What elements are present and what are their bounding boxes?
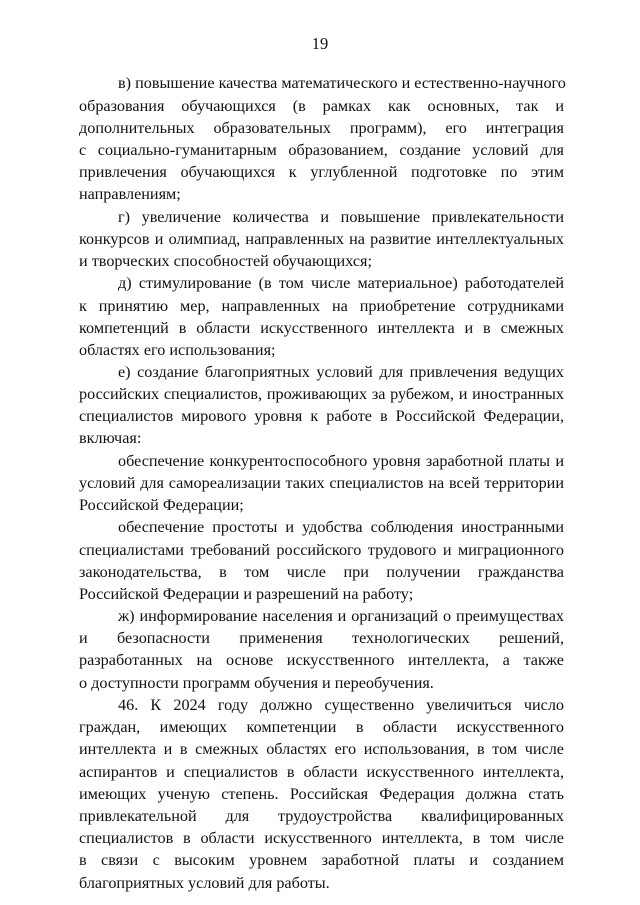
text-line: 46. К 2024 году должно существенно увеличиться число bbox=[118, 696, 564, 714]
text-line: благоприятных условий для работы. bbox=[79, 874, 330, 892]
text-line: Российской Федерации; bbox=[79, 496, 244, 514]
page-number: 19 bbox=[311, 34, 329, 53]
text-line: интеллекта и в смежных областях его использования, в том числе bbox=[79, 740, 564, 758]
text-line: аспирантов и специалистов в области искусственного интеллекта, bbox=[79, 763, 564, 781]
text-line: д) стимулирование (в том числе материальное) работодателей bbox=[118, 274, 564, 292]
text-line: российских специалистов, проживающих за рубежом, и иностранных bbox=[79, 385, 564, 403]
text-line: имеющих ученую степень. Российская Федерация должна стать bbox=[79, 785, 564, 803]
text-line: направлениям; bbox=[79, 185, 181, 203]
text-line: конкурсов и олимпиад, направленных на развитие интеллектуальных bbox=[79, 230, 564, 248]
text-line: е) создание благоприятных условий для привлечения ведущих bbox=[118, 363, 564, 381]
text-line: включая: bbox=[79, 429, 142, 447]
text-line: г) увеличение количества и повышение привлекательности bbox=[118, 208, 564, 226]
text-line: привлекательной для трудоустройства квалифицированных bbox=[79, 807, 564, 825]
text-line: о доступности программ обучения и переобучения. bbox=[79, 674, 434, 692]
text-line: образования обучающихся (в рамках как основных, так и bbox=[79, 97, 564, 115]
text-line: законодательства, в том числе при получении гражданства bbox=[79, 563, 564, 581]
text-line: в связи с высоким уровнем заработной платы и созданием bbox=[79, 851, 564, 869]
text-line: ж) информирование населения и организаций о преимуществах bbox=[118, 607, 564, 625]
text-line: и творческих способностей обучающихся; bbox=[79, 252, 372, 270]
text-line: в) повышение качества математического и естественно-научного bbox=[118, 74, 566, 92]
text-line: привлечения обучающихся к углубленной подготовке по этим bbox=[79, 163, 564, 181]
text-line: специалистов в области искусственного интеллекта, в том числе bbox=[79, 829, 564, 847]
text-line: обеспечение простоты и удобства соблюдения иностранными bbox=[118, 518, 564, 536]
text-line: обеспечение конкурентоспособного уровня заработной платы и bbox=[118, 452, 564, 470]
text-line: специалистов мирового уровня к работе в Российской Федерации, bbox=[79, 407, 564, 425]
text-line: Российской Федерации и разрешений на работу; bbox=[79, 585, 414, 603]
text-line: дополнительных образовательных программ), его интеграция bbox=[79, 119, 564, 137]
text-line: граждан, имеющих компетенции в области искусственного bbox=[79, 718, 564, 736]
text-line: к принятию мер, направленных на приобретение сотрудниками bbox=[79, 297, 564, 315]
text-line: разработанных на основе искусственного интеллекта, а также bbox=[79, 651, 564, 669]
text-line: и безопасности применения технологических решений, bbox=[79, 629, 564, 647]
text-line: с социально-гуманитарным образованием, создание условий для bbox=[79, 141, 564, 159]
text-line: областях его использования; bbox=[79, 341, 276, 359]
text-line: условий для самореализации таких специалистов на всей территории bbox=[79, 474, 564, 492]
text-line: компетенций в области искусственного интеллекта и в смежных bbox=[79, 319, 564, 337]
text-line: специалистами требований российского трудового и миграционного bbox=[79, 541, 564, 559]
